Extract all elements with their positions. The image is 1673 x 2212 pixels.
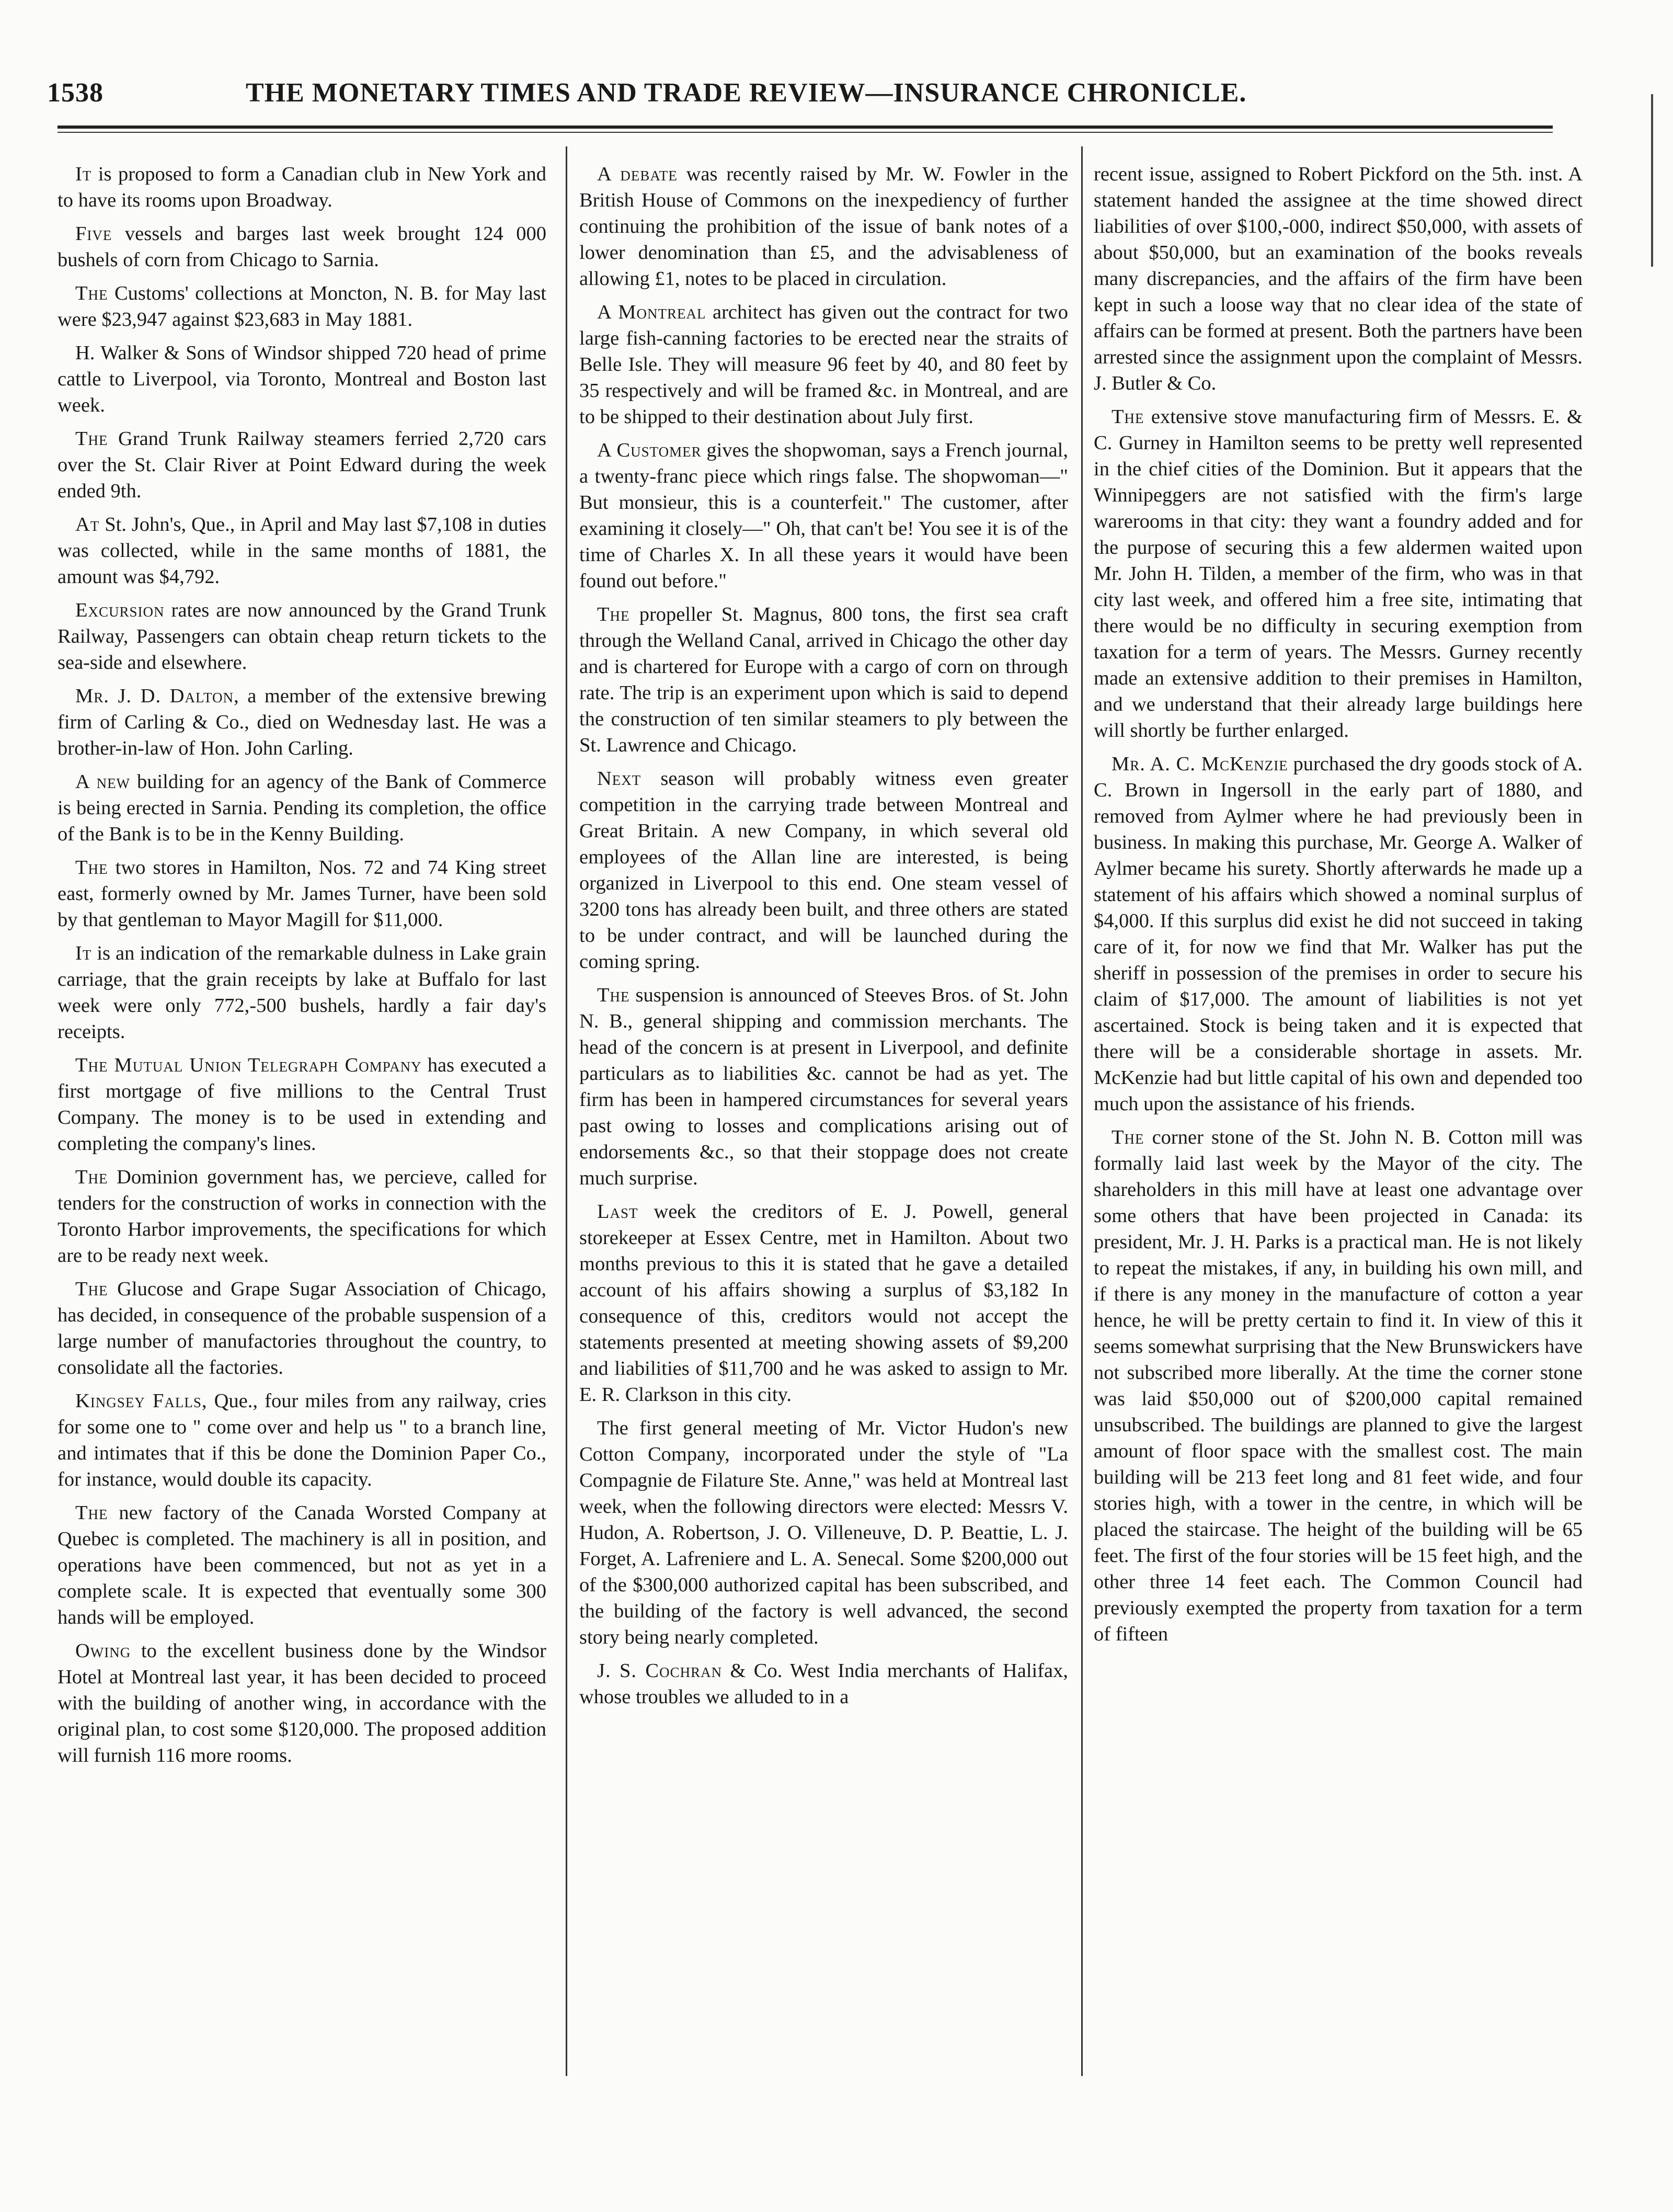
paragraph-lead: Mr. J. D. Dalton, bbox=[75, 685, 239, 707]
paragraph-text: propeller St. Magnus, 800 tons, the first sea craft through the Welland Canal, arrived in Chicago the other day and is chartered for Europe with a cargo of corn on through rate. The trip is an experiment upon which is said to depend the construction of ten similar steamers to ply between the St. Lawrence and Chicago. bbox=[579, 603, 1068, 756]
paragraph-text: H. Walker & Sons of Windsor shipped 720 head of prime cattle to Liverpool, via Toronto, Montreal and Boston last week. bbox=[58, 342, 546, 416]
running-title: THE MONETARY TIMES AND TRADE REVIEW—INSURANCE CHRONICLE. bbox=[246, 78, 1247, 108]
paragraph-text: The first general meeting of Mr. Victor Hudon's new Cotton Company, incorporated under the style of "La Compagnie de Filature Ste. Anne," was held at Montreal last week, when the following directors were elected: Messrs V. Hudon, A. Robertson, J. O. Villeneuve, D. P. Beattie, L. J. Forget, A. Lafreniere and L. A. Senecal. Some $200,000 out of the $300,000 authorized capital has been subscribed, and the building of the factory is well advanced, the second story being nearly completed. bbox=[579, 1417, 1068, 1648]
column-1 bbox=[58, 161, 546, 2070]
paragraph-text: rates are now announced by the Grand Trunk Railway, Passengers can obtain cheap return tickets to the sea-side and elsewhere. bbox=[58, 599, 546, 674]
paragraph-text: building for an agency of the Bank of Commerce is being erected in Sarnia. Pending its completion, the office of the Bank is to be in the Kenny Building. bbox=[58, 771, 546, 845]
paragraph-lead: It bbox=[75, 163, 92, 185]
paragraph-lead: The bbox=[75, 1278, 108, 1300]
paragraph-lead: Last bbox=[597, 1201, 638, 1223]
article-paragraph bbox=[1094, 404, 1583, 744]
paragraph-lead: The bbox=[75, 282, 108, 304]
paragraph-lead: The bbox=[75, 857, 108, 879]
page-number: 1538 bbox=[47, 78, 104, 108]
article-paragraph bbox=[58, 221, 546, 273]
paragraph-text: & Co. West India merchants of Halifax, whose troubles we alluded to in a bbox=[579, 1660, 1068, 1708]
column-3 bbox=[1094, 161, 1583, 2070]
paragraph-lead: Excursion bbox=[75, 599, 165, 621]
paragraph-lead: Next bbox=[597, 768, 641, 790]
paragraph-text: Dominion government has, we percieve, called for tenders for the construction of works in connection with the Toronto Harbor improvements, the specifications for which are to be ready next week. bbox=[58, 1166, 546, 1267]
column-divider bbox=[566, 146, 567, 2076]
article-paragraph bbox=[58, 340, 546, 418]
paragraph-text: two stores in Hamilton, Nos. 72 and 74 King street east, formerly owned by Mr. James Turner, have been sold by that gentleman to Mayor Magill for $11,000. bbox=[58, 857, 546, 931]
paragraph-text: corner stone of the St. John N. B. Cotton mill was formally laid last week by the Mayor of the city. The shareholders in this mill have at least one advantage over some others that have been projected in Canada: its president, Mr. J. H. Parks is a practical man. He is not likely to repeat the mistakes, if any, in building his own mill, and if there is any money in the manufacture of cotton a year hence, he will be pretty certain to find it. In view of this it seems somewhat surprising that the New Brunswickers have not subscribed more liberally. At the time the corner stone was laid $50,000 out of $200,000 capital remained unsubscribed. The buildings are planned to give the largest amount of floor space with the smallest cost. The main building will be 213 feet long and 81 feet wide, and four stories high, with a tower in the centre, in which will be placed the staircase. The height of the building will be 65 feet. The first of the four stories will be 15 feet high, and the other three 14 feet each. The Common Council had previously exempted the property from taxation for a term of fifteen bbox=[1094, 1126, 1583, 1645]
article-paragraph bbox=[58, 511, 546, 590]
paragraph-text: is proposed to form a Canadian club in New York and to have its rooms upon Broadway. bbox=[58, 163, 546, 211]
paragraph-lead: Five bbox=[75, 223, 112, 245]
paragraph-text: Grand Trunk Railway steamers ferried 2,720 cars over the St. Clair River at Point Edward during the week ended 9th. bbox=[58, 428, 546, 502]
paragraph-text: Que., four miles from any railway, cries for some one to " come over and help us " to a branch line, and intimates that if this be done the Dominion Paper Co., for instance, would double its capacity. bbox=[58, 1390, 546, 1490]
paragraph-text: architect has given out the contract for two large fish-canning factories to be erected near the straits of Belle Isle. They will measure 96 feet by 40, and 80 feet by 35 respectively and will be framed &c. in Montreal, and are to be shipped to their destination about July first. bbox=[579, 301, 1068, 428]
paragraph-lead: The bbox=[597, 984, 630, 1006]
paragraph-lead: The bbox=[75, 1502, 108, 1524]
paragraph-lead: A Customer bbox=[597, 439, 702, 461]
paragraph-text: season will probably witness even greater competition in the carrying trade between Montreal and Great Britain. A new Company, in which several old employees of the Allan line are interested, is being organized in Liverpool to this end. One steam vessel of 3200 tons has already been built, and three others are stated to be under contract, and will be launched during the coming spring. bbox=[579, 768, 1068, 973]
paragraph-lead: Kingsey Falls, bbox=[75, 1390, 208, 1412]
margin-mark bbox=[1651, 94, 1653, 267]
paragraph-lead: A Montreal bbox=[597, 301, 706, 323]
article-paragraph bbox=[1094, 751, 1583, 1117]
paragraph-text: vessels and barges last week brought 124 000 bushels of corn from Chicago to Sarnia. bbox=[58, 223, 546, 271]
paragraph-lead: The bbox=[597, 603, 630, 625]
article-paragraph bbox=[1094, 1124, 1583, 1647]
article-paragraph bbox=[58, 1164, 546, 1269]
article-paragraph bbox=[58, 597, 546, 676]
paragraph-text: was recently raised by Mr. W. Fowler in the British House of Commons on the inexpediency of further continuing the prohibition of the issue of bank notes of a lower denomination than £5, and the advisableness of allowing £1, notes to be placed in circulation. bbox=[579, 163, 1068, 290]
article-paragraph bbox=[579, 982, 1068, 1191]
paragraph-text: St. John's, Que., in April and May last $7,108 in duties was collected, while in the same months of 1881, the amount was $4,792. bbox=[58, 514, 546, 588]
article-paragraph bbox=[58, 940, 546, 1045]
paragraph-text: a member of the extensive brewing firm of Carling & Co., died on Wednesday last. He was a brother-in-law of Hon. John Carling. bbox=[58, 685, 546, 759]
article-paragraph bbox=[58, 426, 546, 504]
paragraph-text: has executed a first mortgage of five millions to the Central Trust Company. The money is to be used in extending and completing the company's lines. bbox=[58, 1054, 546, 1155]
paragraph-text: Customs' collections at Moncton, N. B. for May last were $23,947 against $23,683 in May 1881. bbox=[58, 282, 546, 330]
paragraph-lead: At bbox=[75, 514, 100, 535]
paragraph-text: week the creditors of E. J. Powell, general storekeeper at Essex Centre, met in Hamilton. About two months previous to this it is stated that he gave a detailed account of his affairs showing a surplus of $3,182 In consequence of this, creditors would not accept the statements presented at meeting showing assets of $9,200 and liabilities of $11,700 and he was asked to assign to Mr. E. R. Clarkson in this city. bbox=[579, 1201, 1068, 1406]
article-paragraph bbox=[579, 299, 1068, 430]
column-2 bbox=[579, 161, 1068, 2070]
article-paragraph bbox=[579, 161, 1068, 292]
paragraph-text: to the excellent business done by the Windsor Hotel at Montreal last year, it has been decided to proceed with the building of another wing, in accordance with the original plan, to cost some $120,000. The proposed addition will furnish 116 more rooms. bbox=[58, 1640, 546, 1766]
article-paragraph bbox=[58, 1052, 546, 1157]
column-divider bbox=[1081, 146, 1083, 2076]
paragraph-text: recent issue, assigned to Robert Pickford on the 5th. inst. A statement handed the assignee at the time showed direct liabilities of over $100,-000, indirect $50,000, with assets of about $50,000, but an examination of the books reveals many discrepancies, and the affairs of the firm have been kept in such a loose way that no clear idea of the state of affairs can be formed at present. Both the partners have been arrested since the assignment upon the complaint of Messrs. J. Butler & Co. bbox=[1094, 163, 1583, 394]
article-paragraph bbox=[58, 1500, 546, 1631]
paragraph-text: is an indication of the remarkable dulness in Lake grain carriage, that the grain receipts by lake at Buffalo for last week were only 772,-500 bushels, hardly a fair day's receipts. bbox=[58, 942, 546, 1043]
article-paragraph bbox=[58, 1388, 546, 1492]
paragraph-lead: The bbox=[1111, 1126, 1144, 1148]
paragraph-lead: The bbox=[75, 1166, 108, 1188]
paragraph-lead: A debate bbox=[597, 163, 678, 185]
paragraph-text: extensive stove manufacturing firm of Messrs. E. & C. Gurney in Hamilton seems to be pretty well represented in the chief cities of the Dominion. But it appears that the Winnipeggers are not satisfied with the firm's large warerooms in that city: they want a foundry added and for the purpose of securing this a few aldermen waited upon Mr. John H. Tilden, a member of the firm, who was in that city last week, and offered him a free site, intimating that there would be no difficulty in securing exemption from taxation for a term of years. The Messrs. Gurney recently made an extensive addition to their premises in Hamilton, and we understand that their already large buildings here will shortly be further enlarged. bbox=[1094, 406, 1583, 742]
paragraph-lead: Mr. A. C. McKenzie bbox=[1111, 753, 1288, 775]
paragraph-text: new factory of the Canada Worsted Company at Quebec is completed. The machinery is all in position, and operations have been commenced, but not as yet in a complete scale. It is expected that eventually some 300 hands will be employed. bbox=[58, 1502, 546, 1628]
article-paragraph bbox=[58, 280, 546, 333]
paragraph-lead: The Mutual Union Telegraph Company bbox=[75, 1054, 422, 1076]
paragraph-text: purchased the dry goods stock of A. C. Brown in Ingersoll in the early part of 1880, and removed from Aylmer where he had previously been in business. In making this purchase, Mr. George A. Walker of Aylmer became his surety. Shortly afterwards he made up a statement of his affairs which showed a nominal surplus of $4,000. If this surplus did exist he did not succeed in taking care of it, for now we find that Mr. Walker has put the sheriff in possession of the premises in order to secure his claim of $17,000. The amount of liabilities is not yet ascertained. Stock is being taken and it is expected that there will be a considerable shortage in assets. Mr. McKenzie had but little capital of his own and depended too much upon the assistance of his friends. bbox=[1094, 753, 1583, 1115]
article-paragraph bbox=[579, 766, 1068, 975]
paragraph-text: Glucose and Grape Sugar Association of Chicago, has decided, in consequence of the probable suspension of a large number of manufactories throughout the country, to consolidate all the factories. bbox=[58, 1278, 546, 1378]
paragraph-lead: J. S. Cochran bbox=[597, 1660, 723, 1682]
article-paragraph bbox=[58, 769, 546, 847]
paragraph-text: suspension is announced of Steeves Bros. of St. John N. B., general shipping and commission merchants. The head of the concern is at present in Liverpool, and definite particulars as to liabilities &c. cannot be had as yet. The firm has been in hampered circumstances for several years past owing to losses and complications arising out of endorsements &c., so that their stoppage does not create much surprise. bbox=[579, 984, 1068, 1189]
article-paragraph bbox=[579, 1415, 1068, 1650]
paragraph-lead: The bbox=[75, 428, 108, 450]
header-rule-thin bbox=[58, 132, 1553, 133]
article-paragraph bbox=[58, 854, 546, 933]
article-paragraph bbox=[58, 161, 546, 213]
header-rule bbox=[58, 126, 1553, 129]
article-paragraph bbox=[1094, 161, 1583, 396]
paragraph-text: gives the shopwoman, says a French journal, a twenty-franc piece which rings false. The shopwoman—" But monsieur, this is a counterfeit." The customer, after examining it closely—" Oh, that can't be! You see it is of the time of Charles X. In all these years it would have been found out before." bbox=[579, 439, 1068, 592]
page-header bbox=[47, 77, 1568, 114]
paragraph-lead: Owing bbox=[75, 1640, 131, 1662]
article-paragraph bbox=[579, 1658, 1068, 1710]
article-paragraph bbox=[58, 1276, 546, 1381]
paragraph-lead: It bbox=[75, 942, 92, 964]
paragraph-lead: A new bbox=[75, 771, 131, 793]
paragraph-lead: The bbox=[1111, 406, 1144, 428]
article-paragraph bbox=[579, 437, 1068, 594]
article-paragraph bbox=[579, 601, 1068, 758]
article-paragraph bbox=[58, 1638, 546, 1769]
article-paragraph bbox=[579, 1199, 1068, 1408]
article-paragraph bbox=[58, 683, 546, 761]
